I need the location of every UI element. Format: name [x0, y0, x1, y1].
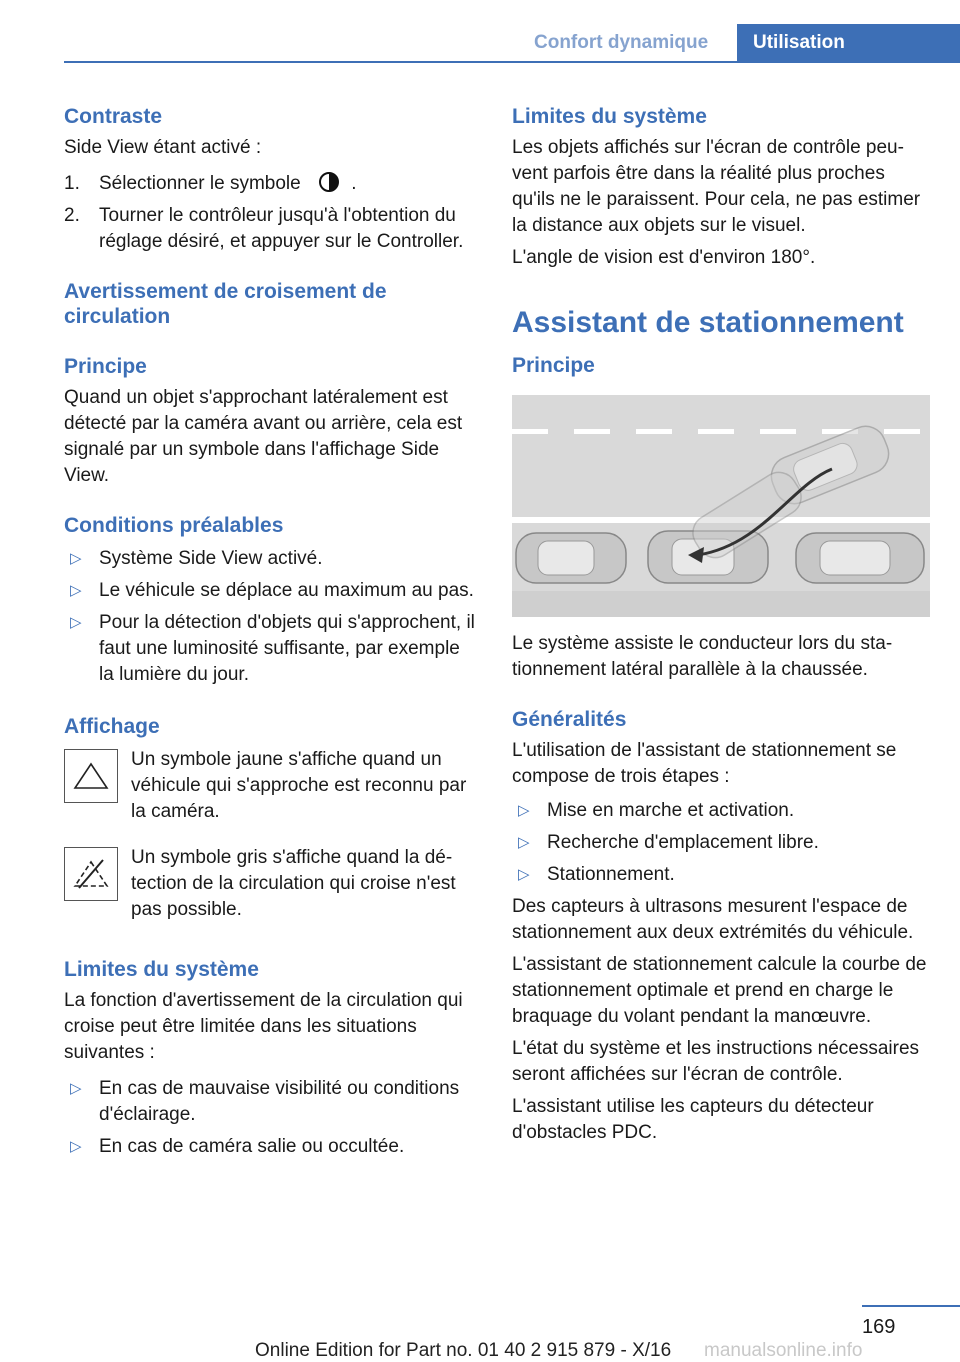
bullet-triangle-icon: ▷	[70, 582, 82, 599]
footer-edition: Online Edition for Part no. 01 40 2 915 879 - X/16	[255, 1340, 672, 1361]
contrast-icon	[318, 171, 340, 193]
display-symbol-row	[64, 845, 478, 923]
limites-right-p1: Les objets affichés sur l'écran de contrôle peuvent parfois être dans la réalité plus proches qu'ils ne le paraissent. Pour cela, ne pas estimer la distance aux objets sur le visuel.	[512, 137, 921, 236]
generalites-intro: L'utilisation de l'assistant de stationnement se compose de trois étapes :	[512, 740, 897, 787]
display-symbol-text: Un symbole gris s'affiche quand la détection de la circulation qui croise n'est pas possible.	[131, 847, 456, 920]
display-symbol-row	[64, 747, 478, 825]
footer-rule	[862, 1305, 960, 1307]
heading-principe: Principe	[64, 355, 147, 378]
heading-generalites: Généralités	[512, 708, 627, 731]
limites-right-p2: L'angle de vision est d'environ 180°.	[512, 247, 816, 268]
list-item	[64, 171, 478, 197]
limites-text: La fonction d'avertissement de la circulation qui croise peut être limitée dans les situations suivantes :	[64, 990, 463, 1063]
header-section-title: Confort dynamique	[534, 32, 709, 53]
contraste-intro: Side View étant activé :	[64, 137, 262, 158]
generalites-p2: L'assistant de stationnement calcule la courbe de stationnement optimale et prend en charge le braquage du volant pendant la manœuvre.	[512, 954, 927, 1027]
heading-assistant-principe: Principe	[512, 354, 595, 377]
list-item-text: Mise en marche et activation.	[547, 800, 795, 821]
watermark: manualsonline.info	[704, 1340, 863, 1361]
generalites-p1: Des capteurs à ultrasons mesurent l'espace de stationnement aux deux extrémités du véhicule.	[512, 896, 914, 943]
heading-assistant: Assistant de stationnement	[512, 306, 904, 339]
step-number: 2.	[64, 205, 80, 226]
display-symbol-text: Un symbole jaune s'affiche quand un véhicule qui s'approche est reconnu par la caméra.	[131, 749, 467, 822]
heading-conditions: Conditions préalables	[64, 514, 284, 537]
list-item-text: En cas de mauvaise visibilité ou conditions d'éclairage.	[99, 1078, 460, 1125]
heading-limites-right: Limites du système	[512, 105, 707, 128]
bullet-triangle-icon: ▷	[70, 1080, 82, 1097]
parking-illustration	[512, 395, 930, 617]
list-item-text: Recherche d'emplacement libre.	[547, 832, 819, 853]
heading-affichage: Affichage	[64, 715, 160, 738]
heading-avertissement: Avertissement de croisement de circulation	[64, 280, 387, 328]
list-item	[64, 1134, 478, 1160]
generalites-p3: L'état du système et les instructions nécessaires seront affichées sur l'écran de contrôle.	[512, 1038, 920, 1085]
generalites-p4: L'assistant utilise les capteurs du détecteur d'obstacles PDC.	[512, 1096, 874, 1143]
bullet-triangle-icon: ▷	[518, 802, 530, 819]
list-item	[64, 1076, 478, 1128]
step-text: Sélectionner le symbole	[99, 173, 301, 194]
step-text: Tourner le contrôleur jusqu'à l'obtention du réglage désiré, et appuyer sur le Controller.	[99, 205, 464, 252]
list-item	[512, 798, 930, 824]
list-item-text: En cas de caméra salie ou occultée.	[99, 1136, 405, 1157]
heading-limites-left: Limites du système	[64, 958, 259, 981]
list-item-text: Système Side View activé.	[99, 548, 323, 569]
list-item	[512, 862, 930, 888]
bullet-triangle-icon: ▷	[518, 834, 530, 851]
header-chapter-tab: Utilisation	[737, 24, 960, 62]
list-item-text: Pour la détection d'objets qui s'approchent, il faut une luminosité suffisante, par exemple la lumière du jour.	[99, 612, 475, 685]
list-item-text: Le véhicule se déplace au maximum au pas.	[99, 580, 474, 601]
bullet-triangle-icon: ▷	[70, 1138, 82, 1155]
step-number: 1.	[64, 173, 80, 194]
bullet-triangle-icon: ▷	[70, 614, 82, 631]
page-number: 169	[862, 1316, 896, 1338]
bullet-triangle-icon: ▷	[518, 866, 530, 883]
assistant-caption: Le système assiste le conducteur lors du stationnement latéral parallèle à la chaussée.	[512, 633, 893, 680]
warning-triangle-icon	[64, 749, 118, 803]
warning-triangle-crossed-icon	[64, 847, 118, 901]
list-item-text: Stationnement.	[547, 864, 675, 885]
list-item	[64, 203, 478, 255]
list-item	[64, 578, 478, 604]
step-text-end: .	[351, 173, 357, 194]
right-column	[512, 100, 930, 1146]
list-item	[512, 830, 930, 856]
heading-contraste: Contraste	[64, 105, 163, 128]
principe-text: Quand un objet s'approchant latéralement est détecté par la caméra avant ou arrière, cela est signalé par un symbole dans l'affichage Side View.	[64, 387, 463, 486]
header-rule	[64, 61, 960, 63]
list-item	[64, 610, 478, 688]
list-item	[64, 546, 478, 572]
left-column	[64, 100, 478, 1160]
bullet-triangle-icon: ▷	[70, 550, 82, 567]
